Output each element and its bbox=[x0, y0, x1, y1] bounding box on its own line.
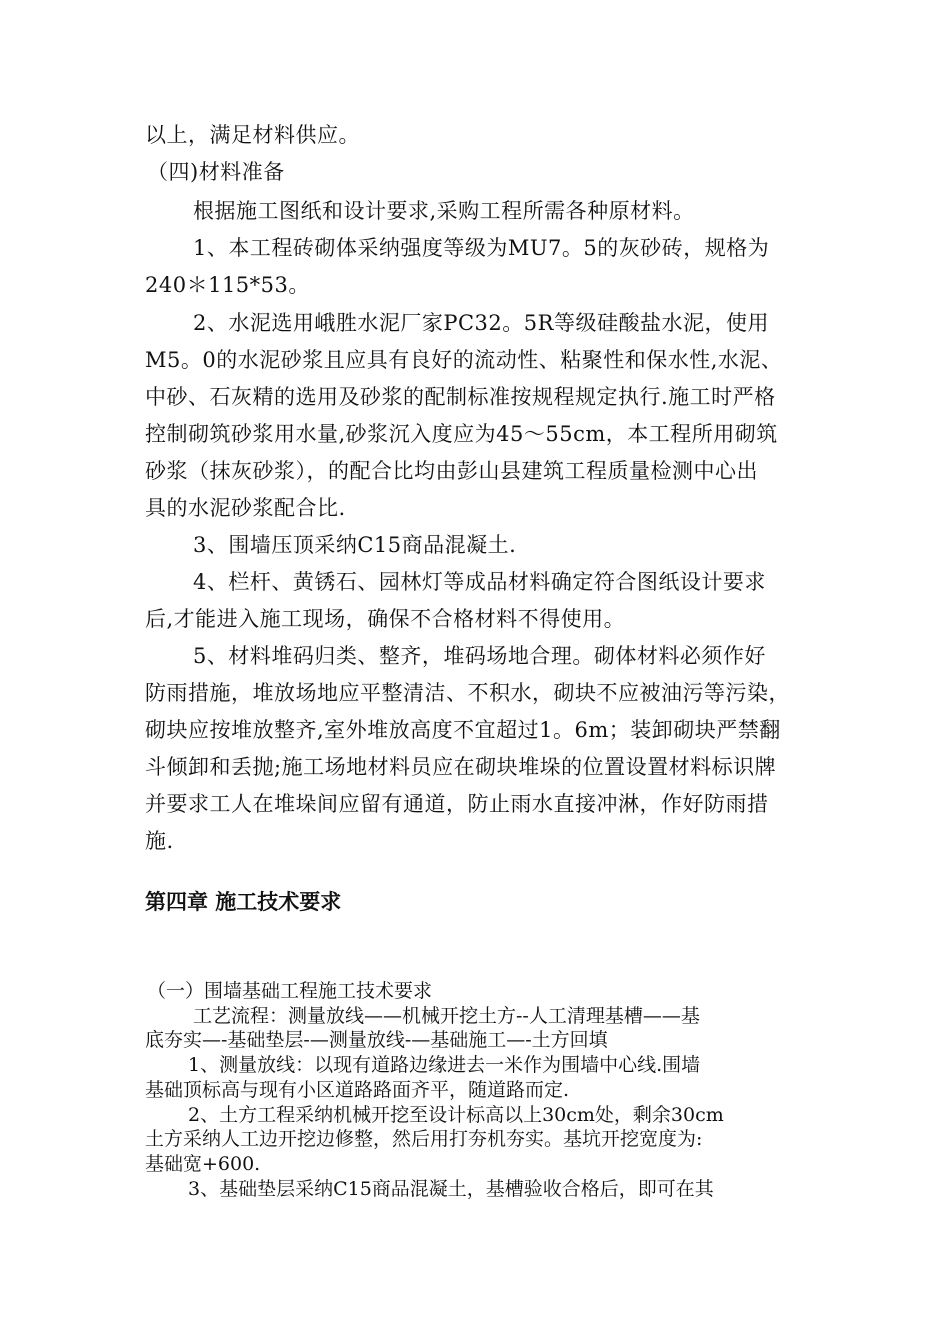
text-line: 砌块应按堆放整齐,室外堆放高度不宜超过1。6m；装卸砌块严禁翻 bbox=[145, 718, 781, 742]
text-line: 施. bbox=[145, 829, 174, 853]
text-line: 砂浆（抹灰砂浆），的配合比均由彭山县建筑工程质量检测中心出 bbox=[145, 459, 758, 483]
chapter-title: 第四章 施工技术要求 bbox=[145, 890, 342, 914]
text-line: 3、围墙压顶采纳C15商品混凝土. bbox=[193, 533, 517, 557]
text-line: M5。0的水泥砂浆且应具有良好的流动性、粘聚性和保水性,水泥、 bbox=[145, 348, 783, 372]
text-line: 工艺流程：测量放线——机械开挖土方--人工清理基槽——基 bbox=[193, 1005, 700, 1027]
section-heading-foundation: （一）围墙基础工程施工技术要求 bbox=[147, 980, 433, 1002]
text-line: 并要求工人在堆垛间应留有通道，防止雨水直接冲淋，作好防雨措 bbox=[145, 792, 769, 816]
text-line: 斗倾卸和丢抛;施工场地材料员应在砌块堆垛的位置设置材料标识牌 bbox=[145, 755, 777, 779]
text-line: 2、土方工程采纳机械开挖至设计标高以上30cm处，剩余30cm bbox=[188, 1104, 724, 1126]
text-line: 根据施工图纸和设计要求,采购工程所需各种原材料。 bbox=[193, 199, 695, 223]
section-heading-materials: （四)材料准备 bbox=[147, 160, 285, 184]
text-line: 土方采纳人工边开挖边修整，然后用打夯机夯实。基坑开挖宽度为: bbox=[145, 1128, 703, 1150]
text-line: 5、材料堆码归类、整齐，堆码场地合理。砌体材料必须作好 bbox=[193, 644, 766, 668]
text-line: 4、栏杆、黄锈石、园林灯等成品材料确定符合图纸设计要求 bbox=[193, 570, 766, 594]
text-line: 控制砌筑砂浆用水量,砂浆沉入度应为45～55cm，本工程所用砌筑 bbox=[145, 422, 778, 446]
text-line: 240＊115*53。 bbox=[145, 273, 310, 297]
text-line: 以上，满足材料供应。 bbox=[145, 123, 360, 147]
text-line: 1、测量放线：以现有道路边缘进去一米作为围墙中心线.围墙 bbox=[188, 1054, 701, 1076]
text-line: 3、基础垫层采纳C15商品混凝土，基槽验收合格后，即可在其 bbox=[188, 1178, 714, 1200]
text-line: 具的水泥砂浆配合比. bbox=[145, 496, 346, 520]
text-line: 基础顶标高与现有小区道路路面齐平，随道路而定. bbox=[145, 1079, 570, 1101]
text-line: 后,才能进入施工现场，确保不合格材料不得使用。 bbox=[145, 607, 626, 631]
text-line: 中砂、石灰精的选用及砂浆的配制标准按规程规定执行.施工时严格 bbox=[145, 385, 776, 409]
text-line: 底夯实—-基础垫层-—测量放线-—基础施工—-土方回填 bbox=[145, 1029, 608, 1051]
text-line: 1、本工程砖砌体采纳强度等级为MU7。5的灰砂砖，规格为 bbox=[193, 236, 770, 260]
text-line: 防雨措施，堆放场地应平整清洁、不积水，砌块不应被油污等污染， bbox=[145, 681, 790, 705]
text-line: 2、水泥选用峨胜水泥厂家PC32。5R等级硅酸盐水泥，使用 bbox=[193, 311, 769, 335]
text-line: 基础宽+600. bbox=[145, 1153, 261, 1175]
